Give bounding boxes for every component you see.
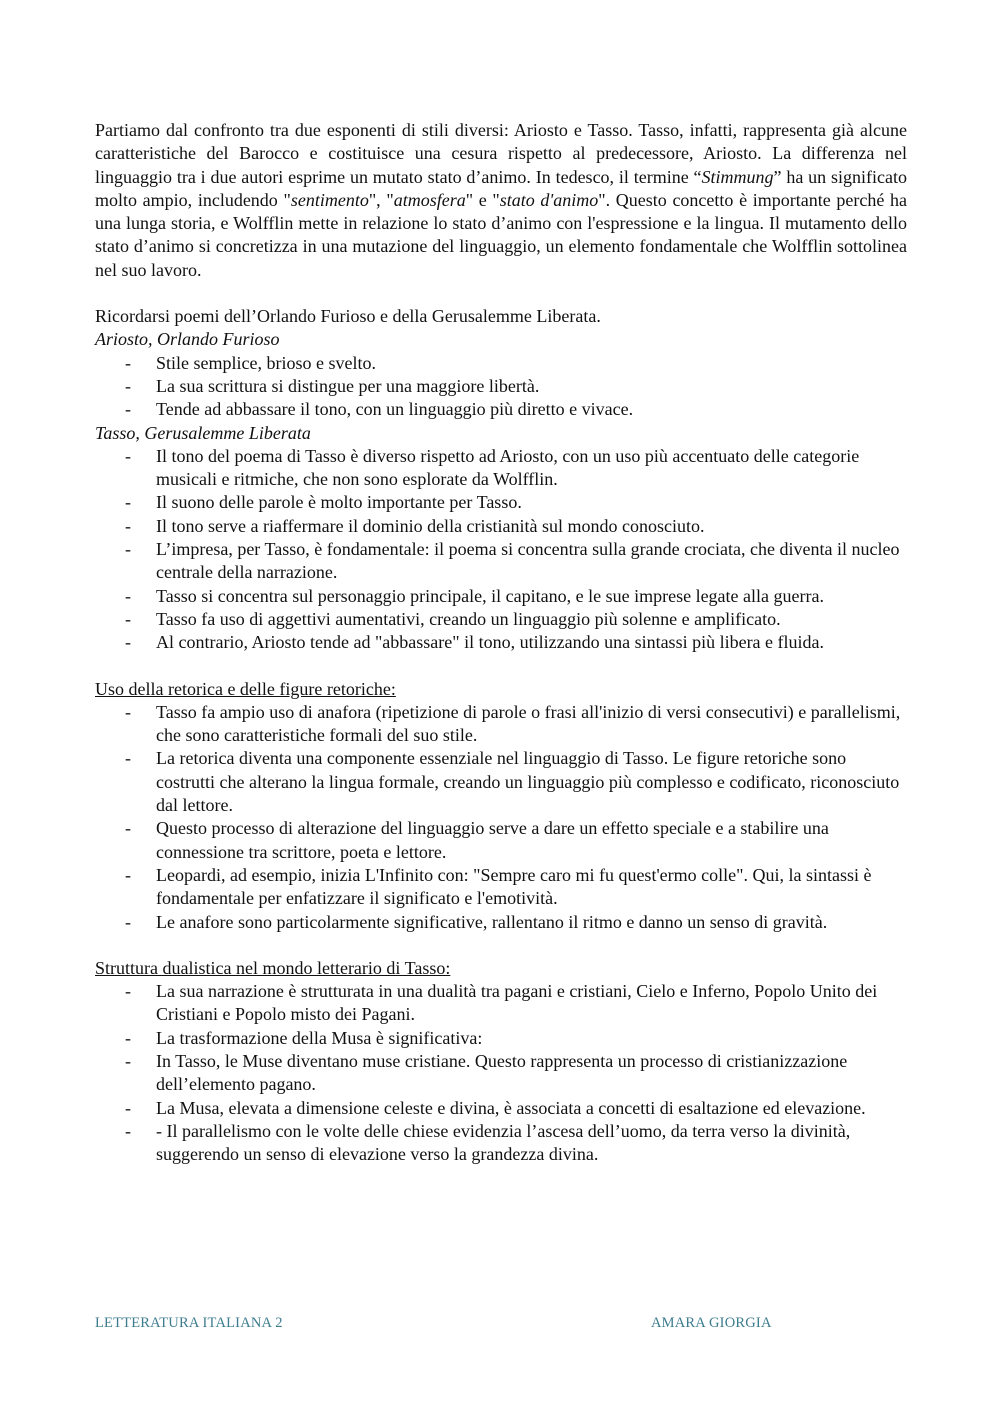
list-item-text: La Musa, elevata a dimensione celeste e divina, è associata a concetti di esaltazione ed elevazione.: [156, 1097, 866, 1118]
intro-italic-term: sentimento: [290, 189, 369, 210]
list-item: [95, 1027, 907, 1050]
dash-bullet: -: [125, 748, 131, 769]
intro-italic-term: atmosfera: [393, 189, 466, 210]
dash-bullet: -: [125, 864, 131, 885]
list-item: [95, 1097, 907, 1120]
intro-text: ", ": [368, 189, 394, 210]
ariosto-list: [95, 352, 907, 422]
dash-bullet: -: [125, 1097, 131, 1118]
dash-bullet: -: [125, 515, 131, 536]
paragraph-gap: [95, 934, 907, 957]
list-item-text: La sua narrazione è strutturata in una dualità tra pagani e cristiani, Cielo e Inferno, Popolo Unito dei Cristiani e Popolo misto dei Pagani.: [156, 981, 878, 1025]
list-item: [95, 864, 907, 911]
dash-bullet: -: [125, 352, 131, 373]
list-item-text: Tende ad abbassare il tono, con un linguaggio più diretto e vivace.: [156, 399, 634, 420]
dash-bullet: -: [125, 818, 131, 839]
dualismo-list: [95, 980, 907, 1166]
list-item: [95, 1120, 907, 1167]
dash-bullet: -: [125, 1027, 131, 1048]
list-item-text: Il tono serve a riaffermare il dominio della cristianità sul mondo conosciuto.: [156, 515, 705, 536]
list-item: [95, 398, 907, 421]
dash-bullet: -: [125, 585, 131, 606]
footer-author-name: AMARA GIORGIA: [651, 1315, 772, 1331]
list-item-text: Il suono delle parole è molto importante per Tasso.: [156, 492, 522, 513]
dash-bullet: -: [125, 445, 131, 466]
list-item-text: Questo processo di alterazione del linguaggio serve a dare un effetto speciale e a stabilire una connessione tra scrittore, poeta e lettore.: [156, 818, 829, 862]
list-item-text: Tasso fa uso di aggettivi aumentativi, creando un linguaggio più solenne e amplificato.: [156, 608, 781, 629]
dash-bullet: -: [125, 539, 131, 560]
list-item: [95, 747, 907, 817]
list-item-text: L’impresa, per Tasso, è fondamentale: il poema si concentra sulla grande crociata, che diventa il nucleo centrale della narrazione.: [156, 539, 900, 583]
list-item-text: In Tasso, le Muse diventano muse cristiane. Questo rappresenta un processo di cristianizzazione dell’elemento pagano.: [156, 1050, 848, 1095]
dash-bullet: -: [125, 608, 131, 629]
footer-course-title: LETTERATURA ITALIANA 2: [95, 1315, 283, 1331]
list-item-text: Al contrario, Ariosto tende ad "abbassare" il tono, utilizzando una sintassi più libera e fluida.: [156, 632, 825, 653]
ariosto-heading: Ariosto, Orlando Furioso: [95, 329, 280, 350]
list-item: [95, 817, 907, 864]
document-body: [95, 119, 907, 1166]
dash-bullet: -: [125, 1050, 131, 1071]
dash-bullet: -: [125, 701, 131, 722]
dualismo-title: Struttura dualistica nel mondo letterario di Tasso:: [95, 957, 451, 978]
paragraph-gap: [95, 282, 907, 305]
retorica-title: Uso della retorica e delle figure retoriche:: [95, 678, 396, 699]
dash-bullet: -: [125, 632, 131, 653]
list-item: [95, 701, 907, 748]
dash-bullet: -: [125, 375, 131, 396]
intro-text: Partiamo dal confronto tra due esponenti di stili diversi: Ariosto e Tasso. Tasso, infatti, rappresenta già alcune caratteristiche del Barocco e costituisce una cesura rispetto al predecessore, Ariosto. La differenza nel linguaggio tra i due autori esprime un mutato stato d’animo. In tedesco, il termine “: [95, 120, 907, 187]
tasso-heading: Tasso, Gerusalemme Liberata: [95, 422, 311, 443]
intro-text: ” ha un significato molto ampio, includendo ": [95, 166, 907, 210]
list-item: [95, 538, 907, 585]
dash-bullet: -: [125, 399, 131, 420]
list-item: [95, 1050, 907, 1097]
list-item: [95, 608, 907, 631]
dash-bullet: -: [125, 981, 131, 1002]
dash-bullet: -: [125, 911, 131, 932]
list-item: [95, 631, 907, 654]
list-item: [95, 980, 907, 1027]
intro-italic-term: stato d'animo: [499, 189, 599, 210]
dash-bullet: -: [125, 492, 131, 513]
list-item: [95, 585, 907, 608]
list-item: [95, 911, 907, 934]
list-item-text: La retorica diventa una componente essenziale nel linguaggio di Tasso. Le figure retoriche sono costrutti che alterano la lingua formale, creando un linguaggio più complesso e codificato, riconosciuto dal lettore.: [156, 748, 900, 816]
list-item-text: Le anafore sono particolarmente significative, rallentano il ritmo e danno un senso di gravità.: [156, 911, 828, 932]
reminder-line: Ricordarsi poemi dell’Orlando Furioso e della Gerusalemme Liberata.: [95, 306, 601, 327]
list-item: [95, 445, 907, 492]
list-item: [95, 375, 907, 398]
list-item: [95, 515, 907, 538]
dash-bullet: -: [125, 1120, 131, 1141]
list-item-text: Il tono del poema di Tasso è diverso rispetto ad Ariosto, con un uso più accentuato delle categorie musicali e ritmiche, che non sono esplorate da Wolfflin.: [156, 445, 860, 490]
list-item-text: Leopardi, ad esempio, inizia L'Infinito con: "Sempre caro mi fu quest'ermo colle". Qui, la sintassi è fondamentale per enfatizzare il significato e l'emotività.: [156, 864, 872, 909]
list-item-text: La sua scrittura si distingue per una maggiore libertà.: [156, 375, 540, 396]
paragraph-gap: [95, 655, 907, 678]
intro-paragraph: [95, 119, 907, 282]
list-item: [95, 352, 907, 375]
list-item-text: Tasso si concentra sul personaggio principale, il capitano, e le sue imprese legate alla guerra.: [156, 585, 824, 606]
list-item-text: La trasformazione della Musa è significativa:: [156, 1027, 483, 1048]
list-item: [95, 491, 907, 514]
list-item-text: - Il parallelismo con le volte delle chiese evidenzia l’ascesa dell’uomo, da terra verso la divinità, suggerendo un senso di elevazione verso la grandezza divina.: [156, 1120, 851, 1165]
tasso-list: [95, 445, 907, 655]
list-item-text: Stile semplice, brioso e svelto.: [156, 352, 376, 373]
intro-italic-term: Stimmung: [701, 166, 774, 187]
intro-text: ". Questo concetto è importante perché ha una lunga storia, e Wolfflin mette in relazione lo stato d’animo con l'espressione e la lingua. Il mutamento dello stato d’animo si concretizza in una mutazione del linguaggio, un elemento fondamentale che Wolfflin sottolinea nel suo lavoro.: [95, 189, 908, 280]
intro-text: " e ": [465, 189, 500, 210]
list-item-text: Tasso fa ampio uso di anafora (ripetizione di parole o frasi all'inizio di versi consecutivi) e parallelismi, che sono caratteristiche formali del suo stile.: [156, 701, 901, 746]
retorica-list: [95, 701, 907, 934]
